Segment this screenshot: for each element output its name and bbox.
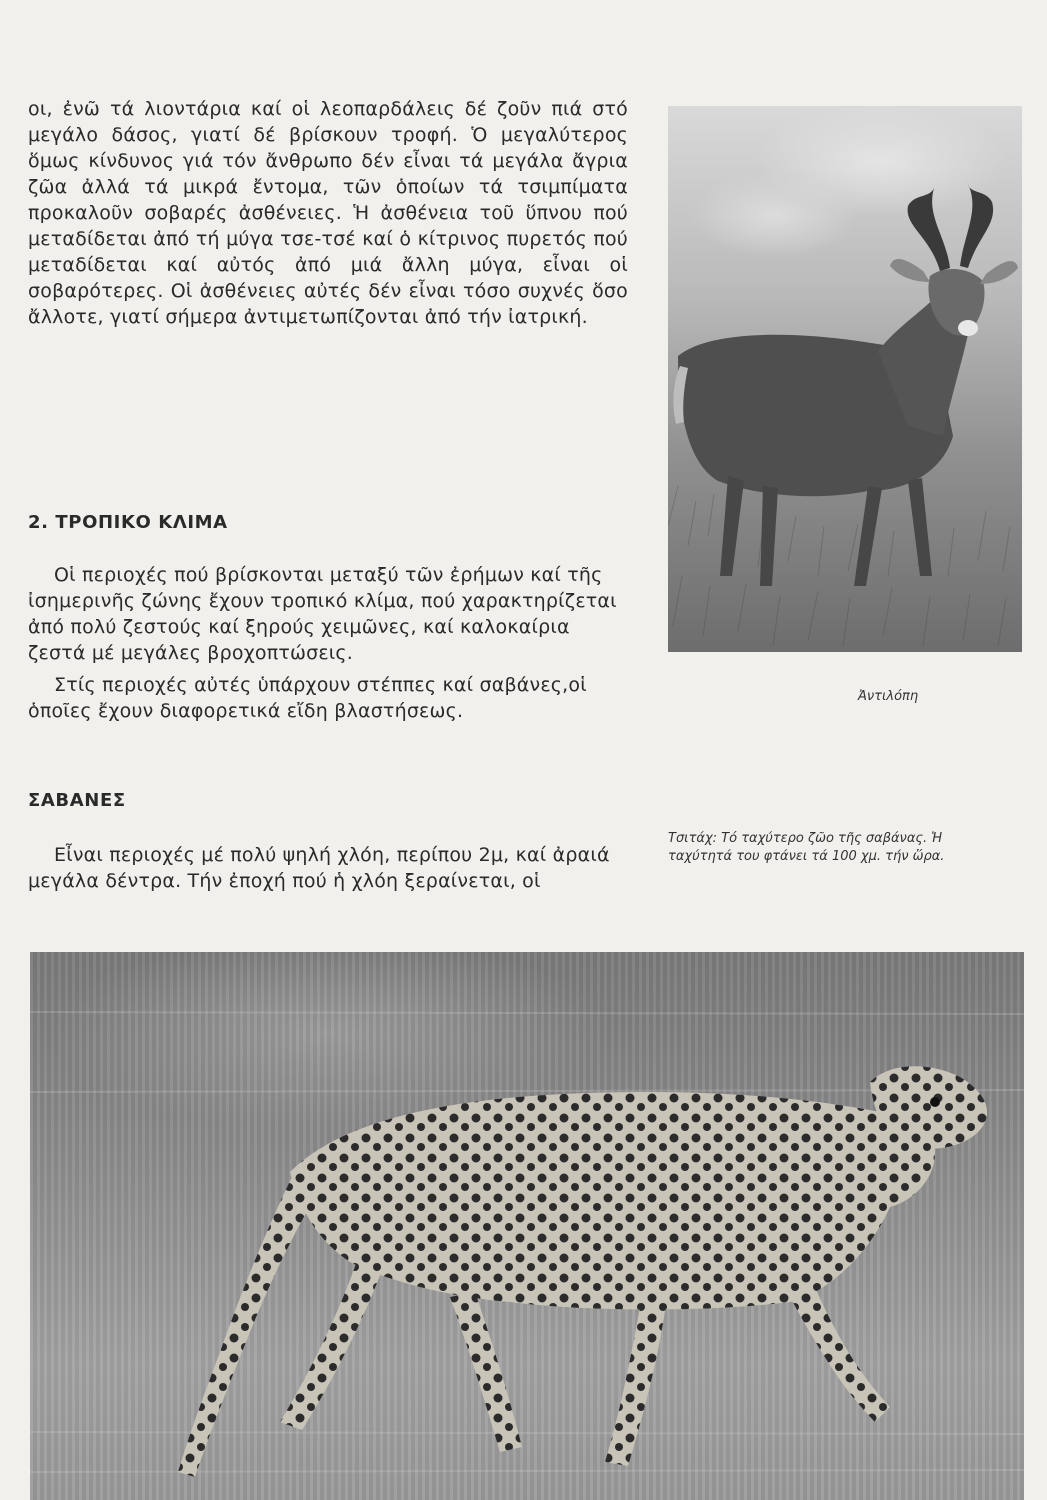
paragraph-savannas: Εἶναι περιοχές μέ πολύ ψηλή χλόη, περίπου 2μ, καί ἀραιά μεγάλα δέντρα. Τήν ἐποχή πού ἡ χλόη ξεραίνεται, οἱ xyxy=(28,844,610,892)
section-heading-savannas: ΣΑΒΑΝΕΣ xyxy=(28,790,126,811)
antelope-photo xyxy=(668,106,1022,652)
antelope-illustration xyxy=(668,106,1022,652)
paragraph-diseases: οι, ἐνῶ τά λιοντάρια καί οἱ λεοπαρδάλεις δέ ζοῦν πιά στό μεγάλο δάσος, γιατί δέ βρίσκουν τροφή. Ὁ μεγαλύτερος ὅμως κίνδυνος γιά τόν ἄνθρωπο δέν εἶναι τά μεγάλα ἄγρια ζῶα ἀλλά τά μικρά ἔντομα, τῶν ὁποίων τά τσιμπίματα προκαλοῦν σοβαρές ἀσθένειες. Ἡ ἀσθένεια τοῦ ὕπνου πού μεταδίδεται ἀπό τή μύγα τσε-τσέ καί ὁ κίτρινος πυρετός πού μεταδίδεται καί αὐτός ἀπό μιά ἄλλη μύγα, εἶναι οἱ σοβαρότερες. Οἱ ἀσθένειες αὐτές δέν εἶναι τόσο συχνές ὅσο ἄλλοτε, γιατί σήμερα ἀντιμετωπίζονται ἀπό τήν ἰατρική. xyxy=(28,98,628,328)
paragraph-tropical-climate: Οἱ περιοχές πού βρίσκονται μεταξύ τῶν ἐρήμων καί τῆς ἰσημερινῆς ζώνης ἔχουν τροπικό κλίμα, πού χαρακτηρίζεται ἀπό πολύ ζεστούς καί ξηρούς χειμῶνες, καί καλοκαίρια ζεστά μέ μεγάλες βροχοπτώσεις. xyxy=(28,564,617,664)
section-heading-tropical-climate: 2. ΤΡΟΠΙΚΟ ΚΛΙΜΑ xyxy=(28,512,228,533)
paragraph-steppes-savannas: Στίς περιοχές αὐτές ὑπάρχουν στέππες καί σαβάνες,οἱ ὁποῖες ἔχουν διαφορετικά εἴδη βλαστήσεως. xyxy=(28,674,587,722)
antelope-caption: Ἀντιλόπη xyxy=(858,689,919,704)
cheetah-caption: Τσιτάχ: Τό ταχύτερο ζῶο τῆς σαβάνας. Ἡ ταχύτητά του φτάνει τά 100 χμ. τήν ὥρα. xyxy=(668,831,945,864)
cheetah-illustration xyxy=(30,952,1024,1500)
cheetah-photo xyxy=(30,952,1024,1500)
